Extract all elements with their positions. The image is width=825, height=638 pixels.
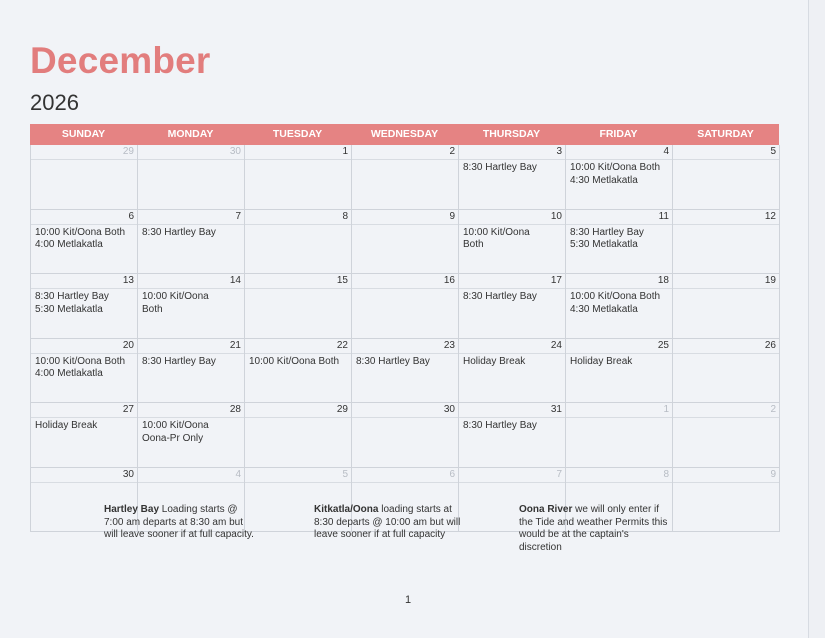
day-number: 21 (229, 339, 241, 351)
day-cell[interactable] (566, 403, 673, 468)
weekday-tuesday: TUESDAY (272, 128, 323, 140)
weekday-header (30, 124, 779, 145)
day-event: 10:00 Kit/Oona Oona-Pr Only (142, 420, 209, 444)
day-number: 4 (663, 146, 669, 157)
day-event: Holiday Break (570, 355, 633, 367)
day-number: 5 (770, 146, 776, 157)
note-kitkatla-oona (314, 504, 464, 542)
day-cell[interactable] (138, 339, 245, 404)
day-number: 1 (342, 146, 348, 157)
day-number: 26 (764, 339, 776, 351)
day-number: 30 (443, 404, 455, 415)
weekday-thursday: THURSDAY (482, 128, 541, 140)
note-hartley-bay (104, 504, 254, 542)
day-number: 13 (122, 275, 134, 286)
day-cell[interactable] (352, 210, 459, 275)
day-event: 10:00 Kit/Oona Both 4:00 Metlakatla (35, 226, 126, 250)
weekday-sunday: SUNDAY (61, 128, 106, 140)
day-event: 8:30 Hartley Bay 5:30 Metlakatla (35, 291, 109, 315)
note-kitkatla-text: loading starts at 8:30 departs @ 10:00 am but will leave sooner if at full capacity (314, 504, 461, 541)
day-number: 30 (122, 468, 134, 480)
calendar-grid (30, 145, 779, 532)
day-event: 10:00 Kit/Oona Both (249, 355, 340, 367)
day-number: 27 (122, 404, 134, 415)
day-number: 1 (663, 404, 669, 415)
day-cell[interactable] (459, 210, 566, 275)
day-event: 10:00 Kit/Oona Both (463, 226, 530, 250)
day-number: 4 (235, 468, 241, 480)
day-number: 2 (449, 146, 455, 157)
day-cell[interactable] (673, 210, 780, 275)
day-cell[interactable] (138, 403, 245, 468)
day-cell[interactable] (352, 145, 459, 210)
day-cell[interactable] (245, 145, 352, 210)
day-number: 29 (336, 404, 348, 415)
day-number: 6 (128, 210, 134, 222)
day-number: 25 (657, 339, 669, 351)
day-cell[interactable] (31, 274, 138, 339)
day-cell[interactable] (245, 339, 352, 404)
day-cell[interactable] (673, 274, 780, 339)
day-event: 10:00 Kit/Oona Both 4:30 Metlakatla (570, 291, 661, 315)
day-number: 7 (235, 210, 241, 222)
day-cell[interactable] (459, 274, 566, 339)
weekday-saturday: SATURDAY (697, 128, 754, 140)
day-number: 28 (229, 404, 241, 415)
day-number: 2 (770, 404, 776, 415)
day-event: Holiday Break (463, 355, 526, 367)
day-cell[interactable] (245, 274, 352, 339)
day-event: 8:30 Hartley Bay (463, 162, 537, 173)
day-number: 18 (657, 275, 669, 286)
day-event: 10:00 Kit/Oona Both 4:00 Metlakatla (35, 355, 126, 379)
day-number: 7 (556, 468, 562, 480)
day-number: 11 (658, 210, 669, 222)
day-event: 8:30 Hartley Bay (463, 420, 537, 431)
year-label: 2026 (30, 90, 79, 115)
note-kitkatla-title: Kitkatla/Oona (314, 504, 379, 515)
weekday-wednesday: WEDNESDAY (370, 128, 439, 140)
note-oona-text: we will only enter if the Tide and weather Permits this would be at the captain's discretion (519, 504, 668, 553)
day-number: 10 (550, 210, 562, 222)
day-cell[interactable] (673, 145, 780, 210)
day-number: 8 (342, 210, 348, 222)
day-cell[interactable] (673, 403, 780, 468)
day-cell[interactable] (138, 210, 245, 275)
day-number: 29 (122, 146, 134, 157)
day-event: 8:30 Hartley Bay (463, 291, 537, 302)
day-number: 15 (336, 275, 348, 286)
weekday-friday: FRIDAY (599, 128, 638, 140)
day-number: 5 (342, 468, 348, 480)
day-number: 19 (764, 275, 776, 286)
day-cell[interactable] (31, 210, 138, 275)
day-cell[interactable] (459, 339, 566, 404)
day-number: 24 (550, 339, 562, 351)
calendar (30, 124, 779, 532)
day-cell[interactable] (459, 145, 566, 210)
day-cell[interactable] (352, 403, 459, 468)
day-number: 9 (770, 468, 776, 480)
note-oona-title: Oona River (519, 504, 573, 515)
day-cell[interactable] (566, 274, 673, 339)
day-event: Holiday Break (35, 420, 98, 431)
day-event: 8:30 Hartley Bay (142, 226, 216, 238)
day-cell[interactable] (138, 274, 245, 339)
day-event: 10:00 Kit/Oona Both 4:30 Metlakatla (570, 162, 661, 186)
day-cell[interactable] (352, 274, 459, 339)
day-cell[interactable] (673, 339, 780, 404)
day-number: 16 (443, 275, 455, 286)
day-cell[interactable] (566, 145, 673, 210)
note-oona-river (519, 504, 671, 554)
day-cell[interactable] (566, 339, 673, 404)
month-title: December (30, 40, 211, 81)
day-event: 10:00 Kit/Oona Both (142, 291, 209, 315)
day-cell[interactable] (245, 403, 352, 468)
day-cell[interactable] (566, 210, 673, 275)
day-number: 9 (449, 210, 455, 222)
day-cell[interactable] (673, 468, 780, 533)
day-number: 22 (336, 339, 348, 351)
day-event: 8:30 Hartley Bay (142, 355, 216, 367)
day-cell[interactable] (31, 145, 138, 210)
page-number: 1 (405, 594, 412, 606)
day-event: 8:30 Hartley Bay 5:30 Metlakatla (570, 226, 644, 250)
day-number: 20 (122, 339, 134, 351)
day-number: 30 (229, 146, 241, 157)
day-number: 23 (443, 339, 455, 351)
day-event: 8:30 Hartley Bay (356, 355, 430, 367)
day-cell[interactable] (31, 403, 138, 468)
day-number: 12 (764, 210, 776, 222)
day-number: 3 (556, 146, 562, 157)
day-number: 6 (449, 468, 455, 480)
day-number: 8 (663, 468, 669, 480)
day-cell[interactable] (459, 403, 566, 468)
weekday-monday: MONDAY (167, 128, 214, 140)
note-hartley-title: Hartley Bay (104, 504, 160, 515)
day-cell[interactable] (352, 339, 459, 404)
day-cell[interactable] (245, 210, 352, 275)
day-cell[interactable] (138, 145, 245, 210)
day-number: 31 (550, 404, 562, 415)
day-number: 14 (229, 275, 241, 286)
day-cell[interactable] (31, 339, 138, 404)
day-number: 17 (550, 275, 562, 286)
note-hartley-text: Loading starts @ 7:00 am departs at 8:30 am but will leave sooner if at full capacity. (104, 504, 254, 541)
